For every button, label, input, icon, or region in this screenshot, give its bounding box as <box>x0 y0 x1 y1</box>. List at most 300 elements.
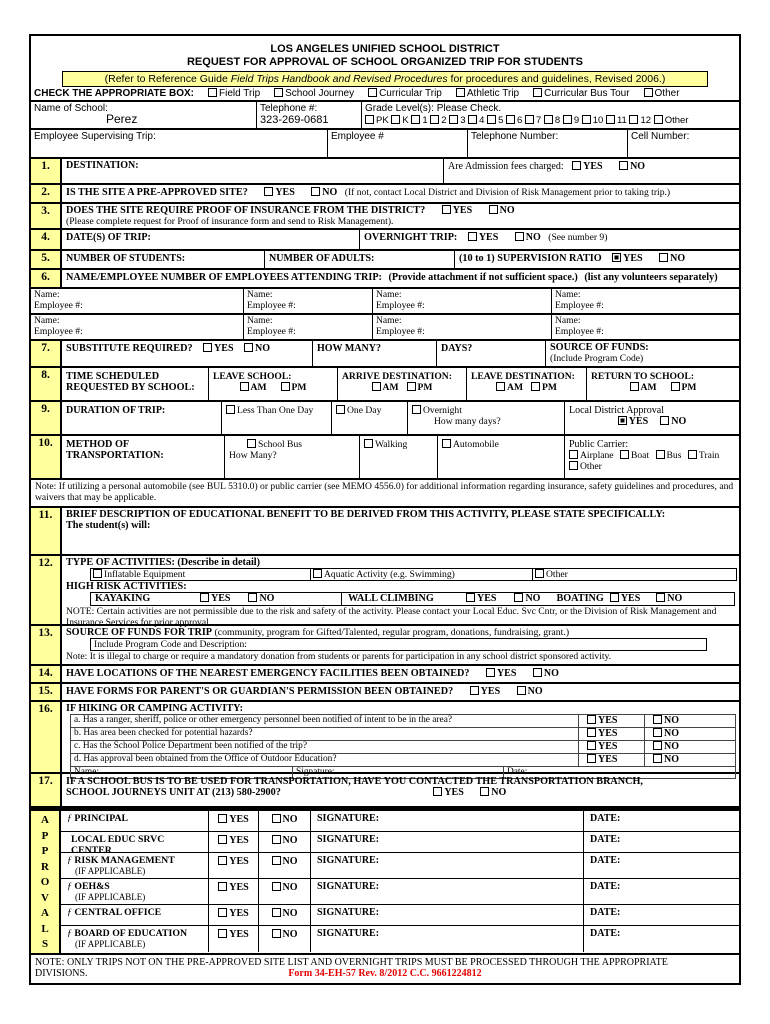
employee-name-cell[interactable] <box>552 315 739 339</box>
grade-4-checkbox[interactable] <box>468 115 477 124</box>
name-label: Name: <box>376 289 402 300</box>
grade-10-checkbox[interactable] <box>582 115 591 124</box>
hiking-a-yes-checkbox[interactable] <box>587 715 596 724</box>
oehs-no-checkbox[interactable] <box>272 882 281 891</box>
grade-4-label: 4 <box>479 115 485 126</box>
permission-no-checkbox[interactable] <box>517 686 526 695</box>
row-4-dates <box>31 230 739 251</box>
approvals-letter: R <box>41 860 49 873</box>
carrier-other-label: Other <box>580 461 602 472</box>
hiking-item-a <box>70 714 736 727</box>
telephone-number-field[interactable] <box>468 130 628 157</box>
grade-12-label: 12 <box>640 115 652 126</box>
return-school-label: RETURN TO SCHOOL: <box>591 371 695 382</box>
volunteers-note: (list any volunteers separately) <box>584 272 718 283</box>
grade-other-checkbox[interactable] <box>654 115 663 124</box>
local-educ-label: LOCAL EDUC SRVC CENTER <box>71 834 165 856</box>
automobile-note <box>31 480 739 508</box>
program-code-field[interactable] <box>90 638 707 651</box>
employee-name-cell[interactable] <box>244 289 373 313</box>
leave-school-pm-checkbox[interactable] <box>281 382 290 391</box>
if-applicable-note: (IF APPLICABLE) <box>75 866 146 876</box>
yes-label: YES <box>211 593 231 604</box>
yes-label: YES <box>229 856 249 867</box>
trip-dates-field[interactable] <box>62 230 359 249</box>
hiking-d-yes-checkbox[interactable] <box>587 754 596 763</box>
overnight-yes-checkbox[interactable] <box>468 232 477 241</box>
funds-sources-note: (community, program for Gifted/Talented, regular program, donations, fundraising, grant.) <box>214 627 570 638</box>
form-title: REQUEST FOR APPROVAL OF SCHOOL ORGANIZED TRIP FOR STUDENTS <box>186 56 584 68</box>
row-number: 2. <box>31 185 62 202</box>
program-code-note: (Include Program Code) <box>550 353 644 364</box>
duration-label: DURATION OF TRIP: <box>66 405 166 416</box>
grade-10-label: 10 <box>592 115 604 126</box>
tripother-checkbox[interactable] <box>644 88 653 97</box>
hiking-signature-field[interactable]: Signature: <box>293 767 504 778</box>
activity-other-checkbox[interactable] <box>535 569 544 578</box>
employee-name-cell[interactable] <box>373 315 552 339</box>
function-symbol: ƒ <box>67 813 72 824</box>
row-11-educational-benefit <box>31 508 739 556</box>
grade-options <box>365 115 736 126</box>
aquatic-checkbox[interactable] <box>313 569 322 578</box>
fieldtrip-checkbox[interactable] <box>208 88 217 97</box>
airplane-checkbox[interactable] <box>569 450 578 459</box>
hiking-name-field[interactable]: Name: <box>71 767 293 778</box>
overnight-no-checkbox[interactable] <box>515 232 524 241</box>
school-bus-option <box>225 436 360 478</box>
risk-no-checkbox[interactable] <box>272 856 281 865</box>
employee-number-field[interactable] <box>328 130 468 157</box>
schooljourney-checkbox[interactable] <box>274 88 283 97</box>
number-students-label: NUMBER OF STUDENTS: <box>66 253 186 264</box>
employee-name-cell[interactable] <box>373 289 552 313</box>
district-approval-yes-checkbox[interactable] <box>618 416 627 425</box>
one-day-checkbox[interactable] <box>336 405 345 414</box>
hiking-b-no-checkbox[interactable] <box>653 728 662 737</box>
arrive-destination-pm-checkbox[interactable] <box>407 382 416 391</box>
if-applicable-note: (IF APPLICABLE) <box>75 892 146 902</box>
footer-note-line2: DIVISIONS. <box>35 967 88 979</box>
row-2-preapproved <box>31 185 739 204</box>
row-number: 7. <box>31 341 62 366</box>
less-than-one-day-checkbox[interactable] <box>226 405 235 414</box>
row-number: 8. <box>31 368 62 400</box>
time-scheduled-label-cell <box>62 368 209 400</box>
banner-handbook-title: Field Trips Handbook and Revised Procedures <box>230 73 448 85</box>
row-15-permission <box>31 684 739 702</box>
educational-benefit-field[interactable] <box>62 508 739 554</box>
overnight-label: OVERNIGHT TRIP: <box>364 232 458 243</box>
number-students-field[interactable] <box>62 251 265 268</box>
automobile-checkbox[interactable] <box>442 439 451 448</box>
athletictrip-checkbox[interactable] <box>456 88 465 97</box>
date-label: DATE: <box>590 907 621 918</box>
hiking-d-no-checkbox[interactable] <box>653 754 662 763</box>
supervision-ratio-field <box>455 251 739 268</box>
inflatable-option <box>91 569 311 580</box>
central-signature-field[interactable] <box>311 905 584 925</box>
local-educ-no-checkbox[interactable] <box>272 835 281 844</box>
name-label: Name: <box>34 315 60 326</box>
leave-destination-field[interactable] <box>467 368 587 400</box>
hiking-c-yes-checkbox[interactable] <box>587 741 596 750</box>
grade-9-label: 9 <box>573 115 580 126</box>
grade-11-checkbox[interactable] <box>606 115 615 124</box>
employee-name-cell[interactable] <box>244 315 373 339</box>
am-label: AM <box>507 382 524 393</box>
row-number: 3. <box>31 204 62 228</box>
boat-checkbox[interactable] <box>620 450 629 459</box>
oehs-date-field[interactable] <box>584 879 739 904</box>
employee-name-grid-row2 <box>31 315 739 341</box>
ratio-no-checkbox[interactable] <box>659 253 668 262</box>
yes-label: YES <box>229 814 249 825</box>
substitute-no-checkbox[interactable] <box>244 343 253 352</box>
arrive-destination-label: ARRIVE DESTINATION: <box>342 371 452 382</box>
grade-8-label: 8 <box>554 115 561 126</box>
employee-name-cell[interactable] <box>552 289 739 313</box>
grade-6-checkbox[interactable] <box>506 115 515 124</box>
aquatic-option <box>311 569 533 580</box>
kayaking-no-checkbox[interactable] <box>248 593 257 602</box>
row-1-destination <box>31 159 739 185</box>
leave-destination-label: LEAVE DESTINATION: <box>471 371 575 382</box>
grade-5-checkbox[interactable] <box>487 115 496 124</box>
preapproved-no-checkbox[interactable] <box>311 187 320 196</box>
walking-checkbox[interactable] <box>364 439 373 448</box>
days-label: DAYS? <box>441 343 473 354</box>
boating-yes-checkbox[interactable] <box>610 593 619 602</box>
board-of-education-label: BOARD OF EDUCATION <box>74 928 188 939</box>
grade-2-label: 2 <box>441 115 447 126</box>
date-label: DATE: <box>590 813 621 824</box>
overnight-duration-checkbox[interactable] <box>412 405 421 414</box>
boating-no-checkbox[interactable] <box>656 593 665 602</box>
approvals-letter: V <box>41 891 49 904</box>
public-carrier-cell <box>565 436 739 478</box>
cell-number-label: Cell Number: <box>631 131 690 142</box>
form-titles <box>31 36 739 70</box>
arrive-destination-field[interactable] <box>338 368 467 400</box>
branch-no-checkbox[interactable] <box>480 787 489 796</box>
signature-label: SIGNATURE: <box>317 928 380 939</box>
employee-number-label: Employee # <box>331 131 384 142</box>
no-label: NO <box>491 787 507 798</box>
hiking-b-yes-checkbox[interactable] <box>587 728 596 737</box>
name-label: Name: <box>34 289 60 300</box>
no-label: NO <box>499 205 515 216</box>
admission-no-label: NO <box>630 161 646 172</box>
row-number: 11. <box>31 508 62 554</box>
carrier-other-checkbox[interactable] <box>569 461 578 470</box>
no-label: NO <box>282 814 298 825</box>
admission-yes-label: YES <box>583 161 603 172</box>
function-symbol: ƒ <box>67 855 72 866</box>
school-name-field[interactable] <box>31 102 257 128</box>
schooljourney-label: School Journey <box>285 88 355 99</box>
substitute-field <box>62 341 313 366</box>
local-educ-signature-field[interactable] <box>311 832 584 852</box>
function-symbol: ƒ <box>67 928 72 939</box>
employee-number-label: Employee #: <box>34 326 83 337</box>
yes-label: YES <box>598 728 618 739</box>
type-of-activities-label: TYPE OF ACTIVITIES: <box>66 557 175 568</box>
school-phone-label: Telephone #: <box>260 103 318 114</box>
yes-label: YES <box>275 187 295 198</box>
oehs-label: OEH&S <box>74 881 110 892</box>
emergency-no-checkbox[interactable] <box>533 668 542 677</box>
row-number: 17. <box>31 774 62 806</box>
no-label: NO <box>282 882 298 893</box>
number-adults-field[interactable] <box>265 251 455 268</box>
return-school-field[interactable] <box>587 368 739 400</box>
approvals-letter: A <box>41 814 49 826</box>
approvals-vertical-label <box>31 811 61 953</box>
grade-7-checkbox[interactable] <box>525 115 534 124</box>
school-name-value[interactable]: Perez <box>106 112 138 126</box>
curriculartrip-label: Curricular Trip <box>379 88 442 99</box>
row-5-counts <box>31 251 739 270</box>
yes-label: YES <box>496 668 517 679</box>
hiking-item-d-text: d. Has approval been obtained from the Office of Outdoor Education? <box>74 754 337 764</box>
no-label: NO <box>282 929 298 940</box>
high-risk-label: HIGH RISK ACTIVITIES: <box>66 581 187 592</box>
substitute-funds-field[interactable] <box>546 341 739 366</box>
name-label: Name: <box>247 315 273 326</box>
yes-label: YES <box>480 686 501 697</box>
grade-level-label: Grade Level(s): Please Check. <box>365 103 502 114</box>
walking-option <box>360 436 438 478</box>
row-number: 16. <box>31 702 62 772</box>
grade-11-label: 11 <box>616 115 627 126</box>
board-yes-checkbox[interactable] <box>218 929 227 938</box>
substitute-days-field[interactable] <box>437 341 546 366</box>
curriculartrip-checkbox[interactable] <box>368 88 377 97</box>
banner-text-pre: (Refer to Reference Guide <box>104 73 231 85</box>
central-yes-checkbox[interactable] <box>218 908 227 917</box>
activities-box <box>90 568 737 581</box>
no-label: NO <box>664 715 679 726</box>
principal-no-checkbox[interactable] <box>272 814 281 823</box>
supervision-ratio-label: (10 to 1) SUPERVISION RATIO <box>459 253 602 264</box>
inflatable-checkbox[interactable] <box>93 569 102 578</box>
leave-destination-am-checkbox[interactable] <box>496 382 505 391</box>
cell-number-field[interactable] <box>628 130 739 157</box>
row-number: 14. <box>31 666 62 682</box>
no-label: NO <box>259 593 275 604</box>
risk-yes-checkbox[interactable] <box>218 856 227 865</box>
wall-yes-checkbox[interactable] <box>466 593 475 602</box>
preapproved-yes-checkbox[interactable] <box>264 187 273 196</box>
funds-for-trip-label: SOURCE OF FUNDS FOR TRIP <box>66 627 213 638</box>
train-checkbox[interactable] <box>688 450 697 459</box>
local-educ-yes-checkbox[interactable] <box>218 835 227 844</box>
date-label: DATE: <box>590 881 621 892</box>
employee-name-cell[interactable] <box>31 315 244 339</box>
central-date-field[interactable] <box>584 905 739 925</box>
attachment-note: (Provide attachment if not sufficient space.) <box>388 272 578 283</box>
permission-yes-checkbox[interactable] <box>470 686 479 695</box>
destination-field[interactable] <box>62 159 443 183</box>
wall-climbing-boating-group <box>341 593 734 605</box>
grade-9-checkbox[interactable] <box>563 115 572 124</box>
less-than-one-day-label: Less Than One Day <box>237 405 314 416</box>
public-carrier-label: Public Carrier: <box>569 439 629 450</box>
no-label: NO <box>525 232 541 243</box>
destination-label: DESTINATION: <box>66 160 139 171</box>
employee-name-grid-row1 <box>31 289 739 315</box>
return-school-pm-checkbox[interactable] <box>671 382 680 391</box>
transportation-label-cell <box>62 436 225 478</box>
grade-1-checkbox[interactable] <box>411 115 420 124</box>
pm-label: PM <box>291 382 307 393</box>
insurance-yes-checkbox[interactable] <box>442 205 451 214</box>
students-will-label: The student(s) will: <box>66 520 151 531</box>
approval-row-central-office <box>61 905 739 926</box>
yes-label: YES <box>623 253 643 264</box>
supervisor-field[interactable] <box>31 130 328 157</box>
educational-benefit-label: BRIEF DESCRIPTION OF EDUCATIONAL BENEFIT TO BE DERIVED FROM THIS ACTIVITY, PLEASE STATE SPECIFICALLY: <box>66 509 666 520</box>
employee-number-label: Employee #: <box>376 326 425 337</box>
employee-name-cell[interactable] <box>31 289 244 313</box>
admission-yes-checkbox[interactable] <box>572 161 581 170</box>
yes-label: YES <box>598 754 618 765</box>
district-approval-no-checkbox[interactable] <box>660 416 669 425</box>
arrive-destination-am-checkbox[interactable] <box>372 382 381 391</box>
grade-k-checkbox[interactable] <box>391 115 400 124</box>
overnight-duration-label: Overnight <box>423 405 462 416</box>
employees-attending-label: NAME/EMPLOYEE NUMBER OF EMPLOYEES ATTENDING TRIP: <box>66 272 382 283</box>
hiking-a-no-checkbox[interactable] <box>653 715 662 724</box>
no-label: NO <box>527 686 543 697</box>
airplane-label: Airplane <box>580 450 614 461</box>
local-district-approval-label: Local District Approval <box>569 405 664 416</box>
howmany-label: HOW MANY? <box>317 343 381 354</box>
principal-date-field[interactable] <box>584 811 739 831</box>
yes-label: YES <box>444 787 464 798</box>
yes-label: YES <box>229 908 249 919</box>
return-school-am-checkbox[interactable] <box>630 382 639 391</box>
wall-no-checkbox[interactable] <box>514 593 523 602</box>
banner-text-post: for procedures and guidelines, Revised 2006.) <box>447 73 666 85</box>
employee-number-label: Employee #: <box>247 326 296 337</box>
hiking-date-field[interactable]: Date: <box>507 767 528 777</box>
number-adults-label: NUMBER OF ADULTS: <box>269 253 375 264</box>
program-code-label: Include Program Code and Description: <box>94 639 247 650</box>
yes-label: YES <box>229 882 249 893</box>
oehs-signature-field[interactable] <box>311 879 584 904</box>
name-label: Name: <box>555 315 581 326</box>
no-label: NO <box>664 741 679 752</box>
overnight-see-note: (See number 9) <box>548 232 608 243</box>
school-phone-field[interactable] <box>257 102 362 128</box>
automobile-label: Automobile <box>453 439 499 450</box>
grade-pk-checkbox[interactable] <box>365 115 374 124</box>
board-no-checkbox[interactable] <box>272 929 281 938</box>
leave-destination-pm-checkbox[interactable] <box>531 382 540 391</box>
grade-12-checkbox[interactable] <box>629 115 638 124</box>
substitute-howmany-field[interactable] <box>313 341 437 366</box>
row-3-insurance <box>31 204 739 230</box>
automobile-option <box>438 436 565 478</box>
row-7-substitute <box>31 341 739 368</box>
automobile-note-text: Note: If utilizing a personal automobile (see BUL 5310.0) or public carrier (see MEMO 4556.0) for additional information regarding insurance, safety guidelines and procedures, and waivers that may be applicable. <box>35 481 734 503</box>
school-phone-value[interactable]: 323-269-0681 <box>260 114 329 126</box>
approval-row-principal <box>61 811 739 832</box>
branch-yes-checkbox[interactable] <box>433 787 442 796</box>
local-educ-date-field[interactable] <box>584 832 739 852</box>
risk-signature-field[interactable] <box>311 853 584 878</box>
row-number: 9. <box>31 402 62 434</box>
central-no-checkbox[interactable] <box>272 908 281 917</box>
principal-signature-field[interactable] <box>311 811 584 831</box>
reference-banner <box>62 71 708 87</box>
substitute-yes-checkbox[interactable] <box>203 343 212 352</box>
time-scheduled-line2: REQUESTED BY SCHOOL: <box>66 382 195 393</box>
kayaking-yes-checkbox[interactable] <box>200 593 209 602</box>
yes-label: YES <box>477 593 497 604</box>
oehs-yes-checkbox[interactable] <box>218 882 227 891</box>
insurance-no-checkbox[interactable] <box>489 205 498 214</box>
approvals-letter: P <box>41 845 49 857</box>
activities-note: NOTE: Certain activities are not permissible due to the risk and safety of the activity. Please contact your Local Educ. Svc Cntr, or the Division of Risk Management and Insurance Services for prior approval. <box>66 606 717 628</box>
board-date-field[interactable] <box>584 926 739 952</box>
how-many-days-label[interactable]: How many days? <box>434 416 501 427</box>
approval-row-oehs <box>61 879 739 905</box>
time-scheduled-line1: TIME SCHEDULED <box>66 371 160 382</box>
board-signature-field[interactable] <box>311 926 584 952</box>
emergency-yes-checkbox[interactable] <box>486 668 495 677</box>
overnight-option <box>408 402 565 434</box>
bus-checkbox[interactable] <box>656 450 665 459</box>
bus-label: Bus <box>666 450 682 461</box>
curricularbustour-checkbox[interactable] <box>533 88 542 97</box>
hiking-item-b-text: b. Has area been checked for potential hazards? <box>74 728 253 738</box>
name-label: Name: <box>555 289 581 300</box>
curricularbustour-label: Curricular Bus Tour <box>544 88 630 99</box>
ratio-yes-checkbox[interactable] <box>612 253 621 262</box>
no-label: NO <box>543 668 559 679</box>
risk-date-field[interactable] <box>584 853 739 878</box>
tripother-label: Other <box>654 88 680 99</box>
yes-label: YES <box>598 715 618 726</box>
grade-3-checkbox[interactable] <box>449 115 458 124</box>
row-6-employees <box>31 270 739 289</box>
hiking-c-no-checkbox[interactable] <box>653 741 662 750</box>
footer-note-line1: NOTE: ONLY TRIPS NOT ON THE PRE-APPROVED SITE LIST AND OVERNIGHT TRIPS MUST BE PROCESSED THROUGH THE APPROPRIATE <box>35 956 668 968</box>
activity-other-option <box>533 569 736 580</box>
bus-how-many-label[interactable]: How Many? <box>229 450 277 461</box>
admission-no-checkbox[interactable] <box>619 161 628 170</box>
employee-number-label: Employee #: <box>376 300 425 311</box>
if-applicable-note: (IF APPLICABLE) <box>75 939 146 949</box>
yes-label: YES <box>478 232 499 243</box>
no-label: NO <box>667 593 683 604</box>
grade-8-checkbox[interactable] <box>544 115 553 124</box>
leave-school-field[interactable] <box>209 368 338 400</box>
local-district-approval-field <box>565 402 739 434</box>
school-info-row <box>31 102 739 130</box>
principal-yes-checkbox[interactable] <box>218 814 227 823</box>
leave-school-am-checkbox[interactable] <box>240 382 249 391</box>
no-label: NO <box>525 593 541 604</box>
school-bus-checkbox[interactable] <box>247 439 256 448</box>
high-risk-box <box>90 592 735 606</box>
no-label: NO <box>282 908 298 919</box>
row-9-duration <box>31 402 739 436</box>
grade-2-checkbox[interactable] <box>430 115 439 124</box>
